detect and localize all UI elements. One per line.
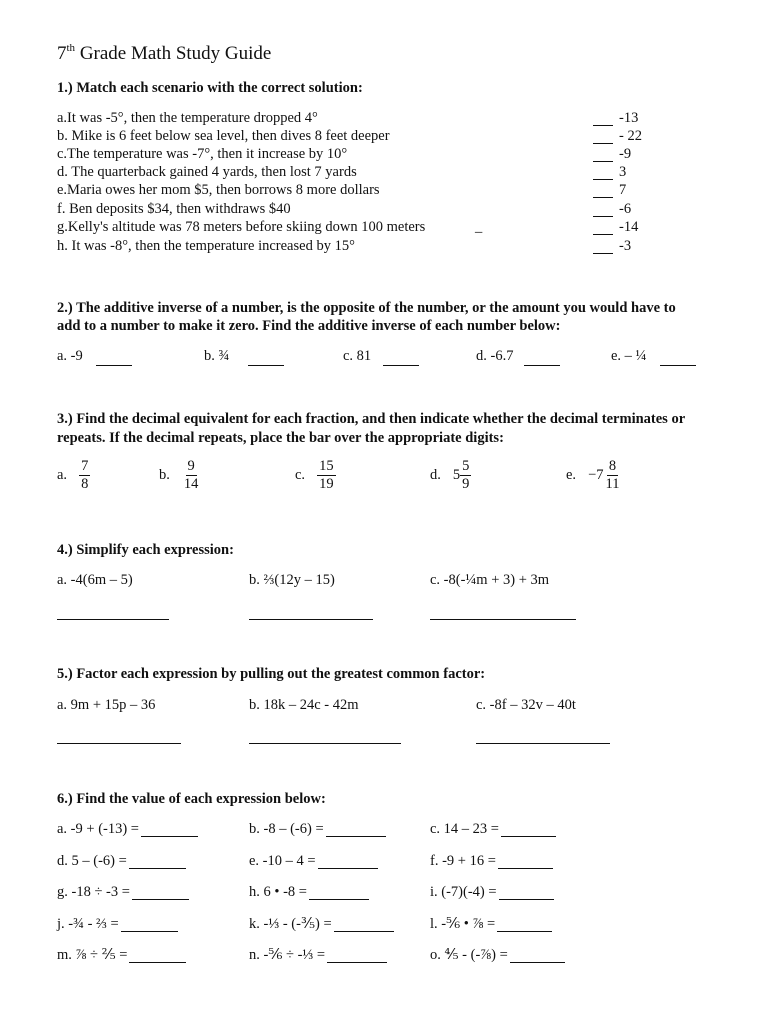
q6-answer-blank-0-2[interactable] — [501, 836, 556, 837]
q1-answer-3: 3 — [619, 164, 627, 180]
q3-heading-line1: 3.) Find the decimal equivalent for each fraction, and then indicate whether the decimal terminates or — [57, 411, 686, 427]
page-title: 7th Grade Math Study Guide — [57, 42, 272, 64]
q6-answer-blank-1-1[interactable] — [318, 868, 378, 869]
q2-answer-blank-3[interactable] — [524, 365, 560, 366]
q6-item-2-2: i. (-7)(-4) = — [430, 884, 497, 900]
q6-answer-blank-2-0[interactable] — [132, 899, 189, 900]
q6-answer-blank-0-0[interactable] — [141, 836, 198, 837]
q3-item-whole: 5 — [452, 466, 461, 483]
q1-answer-0: -13 — [619, 110, 639, 126]
q1-answer-blank-3[interactable] — [593, 179, 613, 180]
q3-item-0 — [57, 458, 90, 493]
q6-item-1-2: f. -9 + 16 = — [430, 853, 496, 869]
fraction-numerator: 7 — [81, 458, 89, 474]
q5-answer-line-1[interactable] — [249, 743, 401, 744]
q1-answer-blank-4[interactable] — [593, 197, 613, 198]
fraction-denominator: 11 — [605, 476, 620, 492]
q2-item-3: d. -6.7 — [476, 348, 514, 364]
fraction-denominator: 8 — [81, 476, 89, 492]
q4-heading: 4.) Simplify each expression: — [57, 542, 234, 558]
q1-scenario-2: c.The temperature was -7°, then it increase by 10° — [57, 146, 348, 162]
q1-answer-blank-0[interactable] — [593, 125, 613, 126]
q6-item-4-2: o. ⅘ - (-⅞) = — [430, 947, 508, 963]
q6-item-2-0: g. -18 ÷ -3 = — [57, 884, 130, 900]
q1-answer-2: -9 — [619, 146, 632, 162]
q1-answer-blank-6[interactable] — [593, 234, 613, 235]
q6-answer-blank-2-1[interactable] — [309, 899, 369, 900]
q1-scenario-5: f. Ben deposits $34, then withdraws $40 — [57, 201, 291, 217]
q6-item-3-2: l. -⅚ • ⅞ = — [430, 916, 496, 932]
q2-answer-blank-2[interactable] — [383, 365, 419, 366]
q1-answer-blank-2[interactable] — [593, 161, 613, 162]
q1-answer-blank-7[interactable] — [593, 253, 613, 254]
q6-answer-blank-0-1[interactable] — [326, 836, 386, 837]
q1-scenario-3: d. The quarterback gained 4 yards, then lost 7 yards — [57, 164, 357, 180]
q3-item-label: d. — [430, 466, 441, 483]
q3-heading-line2: repeats. If the decimal repeats, place the bar over the appropriate digits: — [57, 430, 504, 446]
q2-answer-blank-0[interactable] — [96, 365, 132, 366]
fraction-denominator: 19 — [319, 476, 334, 492]
q6-item-0-2: c. 14 – 23 = — [430, 821, 499, 837]
q3-item-3 — [430, 458, 471, 493]
q4-answer-line-1[interactable] — [249, 619, 373, 620]
q5-item-0: a. 9m + 15p – 36 — [57, 697, 156, 713]
q3-item-label: e. — [566, 466, 577, 483]
q1-scenario-6: g.Kelly's altitude was 78 meters before skiing down 100 meters — [57, 219, 426, 235]
q6-heading: 6.) Find the value of each expression below: — [57, 791, 326, 807]
q6-item-0-0: a. -9 + (-13) = — [57, 821, 139, 837]
q3-item-4 — [566, 458, 621, 493]
q2-heading-line2: add to a number to make it zero. Find the additive inverse of each number below: — [57, 318, 561, 334]
q4-answer-line-0[interactable] — [57, 619, 169, 620]
q5-item-1: b. 18k – 24c - 42m — [249, 697, 359, 713]
q6-item-0-1: b. -8 – (-6) = — [249, 821, 324, 837]
q6-item-2-1: h. 6 • -8 = — [249, 884, 307, 900]
q3-fraction — [604, 458, 622, 493]
fraction-numerator: 8 — [608, 458, 617, 474]
q3-item-label: b. — [159, 466, 170, 483]
q3-item-whole: −7 — [588, 466, 604, 483]
q1-g-extra-mark: _ — [475, 219, 483, 235]
q4-item-0: a. -4(6m – 5) — [57, 572, 133, 588]
q6-answer-blank-3-0[interactable] — [121, 931, 178, 932]
q1-scenario-4: e.Maria owes her mom $5, then borrows 8 more dollars — [57, 182, 380, 198]
fraction-numerator: 5 — [462, 458, 470, 474]
q6-answer-blank-4-1[interactable] — [327, 962, 387, 963]
fraction-numerator: 15 — [319, 458, 334, 474]
fraction-numerator: 9 — [187, 458, 195, 474]
q6-answer-blank-1-2[interactable] — [498, 868, 553, 869]
fraction-denominator: 14 — [183, 476, 199, 492]
q2-heading-line1: 2.) The additive inverse of a number, is the opposite of the number, or the amount you would have to — [57, 300, 676, 316]
q2-answer-blank-1[interactable] — [248, 365, 284, 366]
q5-answer-line-0[interactable] — [57, 743, 181, 744]
q2-item-4: e. – ¼ — [611, 348, 647, 364]
q1-answer-blank-5[interactable] — [593, 216, 613, 217]
q3-fraction — [182, 458, 201, 493]
q3-item-1 — [159, 458, 200, 493]
q6-item-4-0: m. ⅞ ÷ ⅖ = — [57, 947, 128, 963]
q6-answer-blank-3-2[interactable] — [497, 931, 552, 932]
q1-answer-blank-1[interactable] — [593, 143, 613, 144]
q1-scenario-7: h. It was -8°, then the temperature increased by 15° — [57, 238, 355, 254]
q6-item-3-0: j. -¾ - ⅔ = — [57, 916, 119, 932]
q6-answer-blank-3-1[interactable] — [334, 931, 394, 932]
q1-scenario-0: a.It was -5°, then the temperature dropped 4° — [57, 110, 318, 126]
q1-scenario-1: b. Mike is 6 feet below sea level, then dives 8 feet deeper — [57, 128, 390, 144]
q3-item-2 — [295, 458, 336, 493]
q1-heading: 1.) Match each scenario with the correct solution: — [57, 80, 363, 96]
q6-item-3-1: k. -⅓ - (-⅗) = — [249, 916, 332, 932]
q3-fraction — [317, 458, 336, 493]
q2-answer-blank-4[interactable] — [660, 365, 696, 366]
q6-item-1-0: d. 5 – (-6) = — [57, 853, 127, 869]
q3-item-label: a. — [57, 466, 68, 483]
q1-answer-1: - 22 — [619, 128, 642, 144]
q2-item-0: a. -9 — [57, 348, 83, 364]
q2-item-1: b. ¾ — [204, 348, 230, 364]
q6-item-4-1: n. -⅚ ÷ -⅓ = — [249, 947, 326, 963]
q3-fraction — [460, 458, 471, 493]
q1-answer-5: -6 — [619, 201, 632, 217]
q4-item-1: b. ⅔(12y – 15) — [249, 572, 335, 588]
q6-item-1-1: e. -10 – 4 = — [249, 853, 316, 869]
q5-answer-line-2[interactable] — [476, 743, 610, 744]
q3-fraction — [79, 458, 90, 493]
q1-answer-4: 7 — [619, 182, 627, 198]
q4-item-2: c. -8(-¼m + 3) + 3m — [430, 572, 550, 588]
q6-answer-blank-4-0[interactable] — [129, 962, 186, 963]
q2-item-2: c. 81 — [343, 348, 372, 364]
fraction-denominator: 9 — [462, 476, 470, 492]
q5-heading: 5.) Factor each expression by pulling out the greatest common factor: — [57, 666, 486, 682]
q6-answer-blank-1-0[interactable] — [129, 868, 186, 869]
q5-item-2: c. -8f – 32v – 40t — [476, 697, 576, 713]
q3-item-label: c. — [295, 466, 306, 483]
q1-answer-7: -3 — [619, 238, 632, 254]
q6-answer-blank-2-2[interactable] — [499, 899, 554, 900]
q4-answer-line-2[interactable] — [430, 619, 576, 620]
q1-answer-6: -14 — [619, 219, 639, 235]
q6-answer-blank-4-2[interactable] — [510, 962, 565, 963]
